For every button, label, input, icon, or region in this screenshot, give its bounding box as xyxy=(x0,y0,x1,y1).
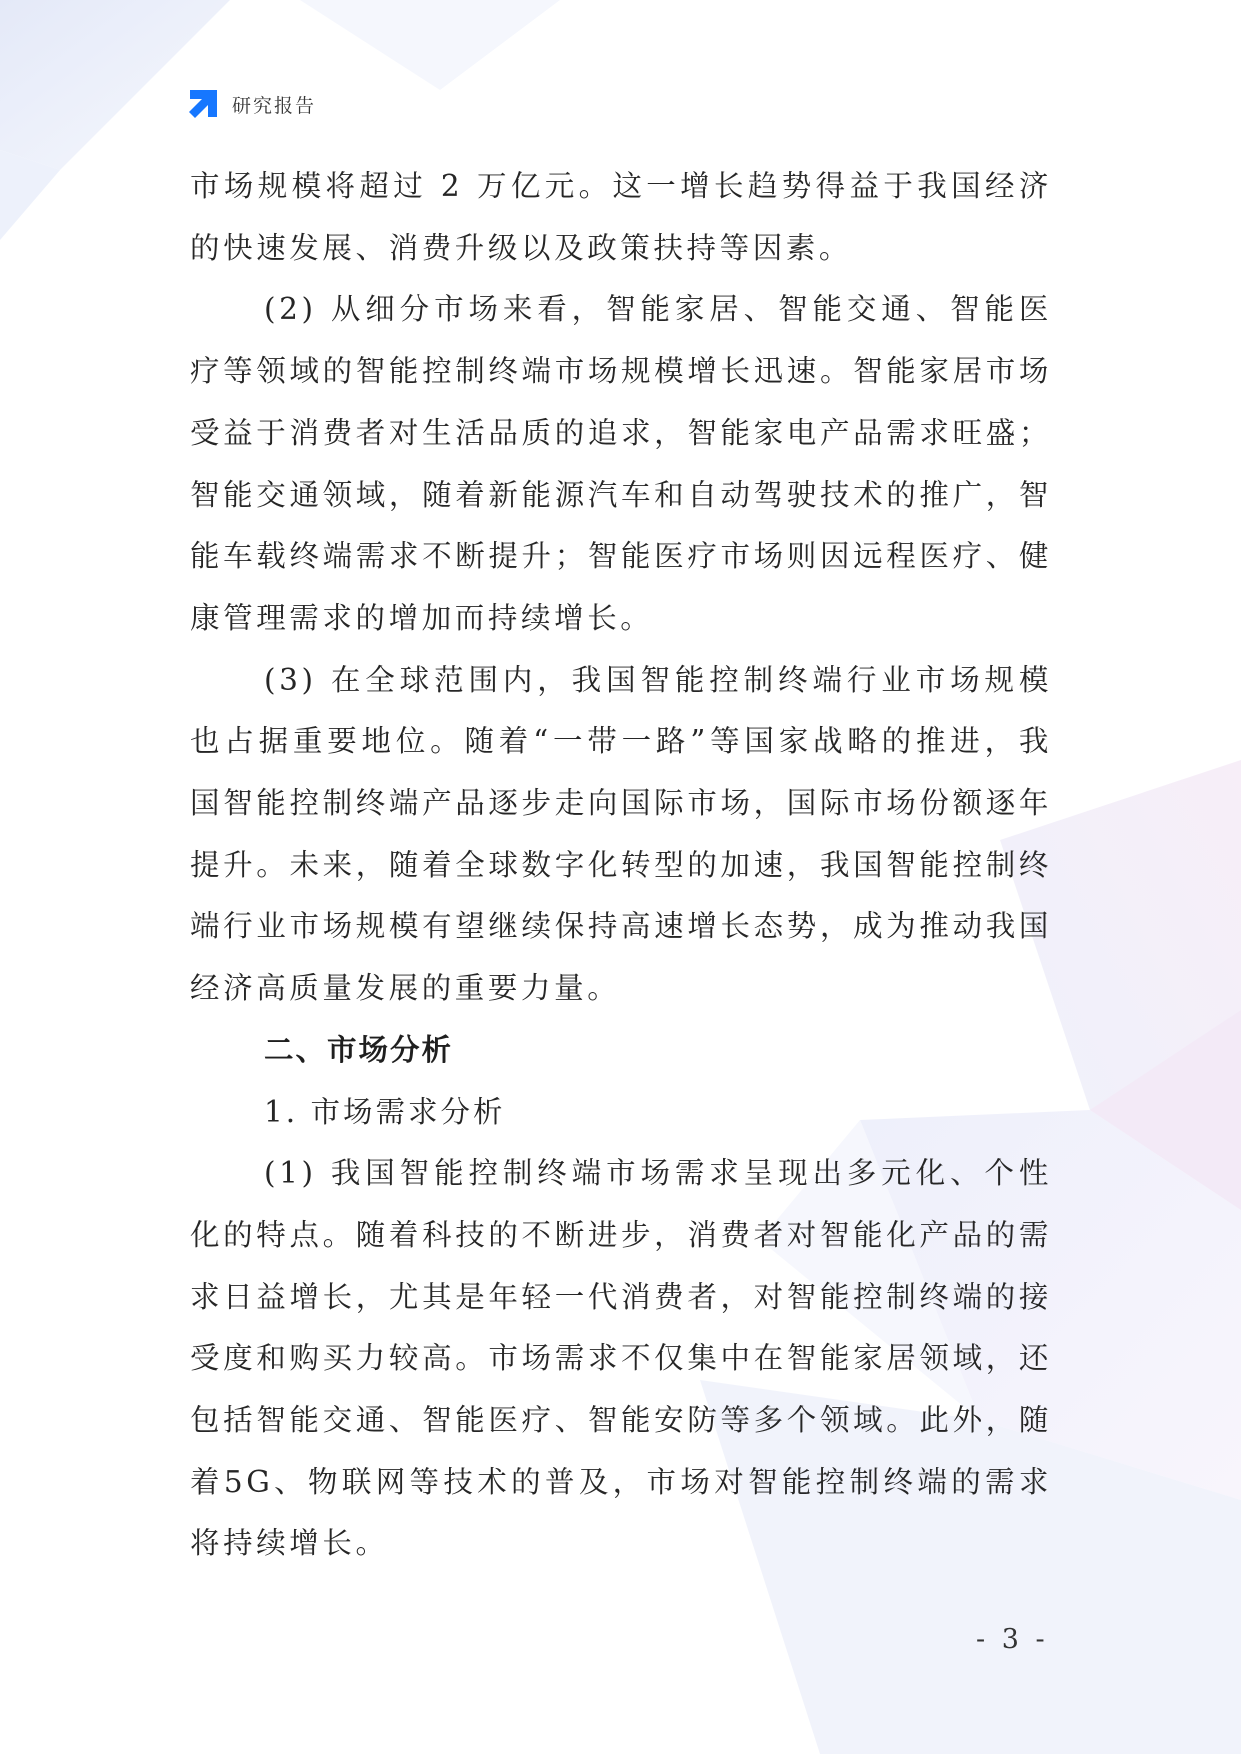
document-body xyxy=(190,156,1052,1575)
paragraph-demand-analysis: (1) 我国智能控制终端市场需求呈现出多元化、个性化的特点。随着科技的不断进步，消费者对智能化产品的需求日益增长，尤其是年轻一代消费者，对智能控制终端的接受度和购买力较高。市场需求不仅集中在智能家居领域，还包括智能交通、智能医疗、智能安防等多个领域。此外，随着5G、物联网等技术的普及，市场对智能控制终端的需求将持续增长。 xyxy=(190,1156,1052,1561)
paragraph-segment-markets: (2) 从细分市场来看，智能家居、智能交通、智能医疗等领域的智能控制终端市场规模增长迅速。智能家居市场受益于消费者对生活品质的追求，智能家电产品需求旺盛；智能交通领域，随着新能源汽车和自动驾驶技术的推广，智能车载终端需求不断提升；智能医疗市场则因远程医疗、健康管理需求的增加而持续增长。 xyxy=(190,292,1052,635)
arrow-up-right-logo-icon xyxy=(186,87,220,121)
section-heading: 二、市场分析 xyxy=(264,1032,454,1067)
page-number: - 3 - xyxy=(976,1624,1049,1655)
header-title: 研究报告 xyxy=(232,94,317,117)
document-header xyxy=(186,88,316,120)
paragraph-continued: 市场规模将超过 2 万亿元。这一增长趋势得益于我国经济的快速发展、消费升级以及政策扶持等因素。 xyxy=(190,169,1052,265)
paragraph-global-market: (3) 在全球范围内，我国智能控制终端行业市场规模也占据重要地位。随着“一带一路”等国家战略的推进，我国智能控制终端产品逐步走向国际市场，国际市场份额逐年提升。未来，随着全球数字化转型的加速，我国智能控制终端行业市场规模有望继续保持高速增长态势，成为推动我国经济高质量发展的重要力量。 xyxy=(190,662,1052,1006)
subsection-heading: 1. 市场需求分析 xyxy=(264,1094,506,1129)
